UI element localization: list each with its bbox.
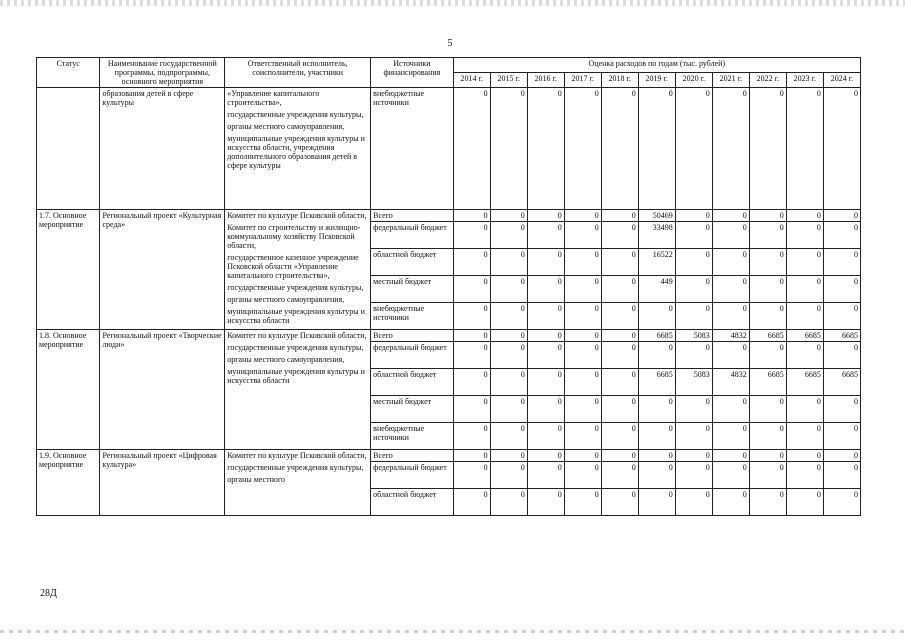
value-cell: 0 — [527, 303, 564, 330]
value-cell: 0 — [601, 88, 638, 210]
value-cell: 0 — [453, 462, 490, 489]
value-cell: 0 — [749, 342, 786, 369]
source-cell: Всего — [371, 210, 453, 222]
value-cell: 0 — [527, 342, 564, 369]
value-cell: 0 — [675, 210, 712, 222]
value-cell: 0 — [453, 210, 490, 222]
source-cell: областной бюджет — [371, 249, 453, 276]
header-year: 2017 г. — [564, 73, 601, 88]
source-cell: внебюджетные источники — [371, 303, 453, 330]
name-cell: Региональный проект «Творческие люди» — [100, 330, 225, 450]
value-cell: 0 — [823, 450, 860, 462]
value-cell: 0 — [675, 303, 712, 330]
value-cell: 0 — [638, 423, 675, 450]
executor-entry: Комитет по культуре Псковской области, — [227, 331, 367, 340]
header-year: 2023 г. — [786, 73, 823, 88]
value-cell: 0 — [786, 276, 823, 303]
executor-cell — [225, 330, 371, 450]
value-cell: 0 — [786, 342, 823, 369]
executor-entry: муниципальные учреждения культуры и искусства области — [227, 307, 365, 325]
status-cell: 1.9. Основное мероприятие — [37, 450, 100, 516]
value-cell: 0 — [564, 369, 601, 396]
executor-entry: Комитет по строительству и жилищно-коммунальному хозяйству Псковской области, — [227, 223, 361, 250]
header-executor: Ответственный исполнитель, соисполнители, участники — [225, 58, 371, 88]
value-cell: 0 — [490, 303, 527, 330]
scan-edge-bottom — [0, 630, 905, 633]
value-cell: 0 — [712, 222, 749, 249]
table-row — [37, 210, 861, 222]
executor-entry: государственное казенное учреждение Псковской области «Управление капитального строительства», — [227, 253, 359, 280]
value-cell: 0 — [675, 222, 712, 249]
value-cell: 0 — [638, 462, 675, 489]
value-cell: 0 — [527, 462, 564, 489]
value-cell: 0 — [786, 222, 823, 249]
value-cell: 0 — [490, 369, 527, 396]
header-year: 2021 г. — [712, 73, 749, 88]
header-sources: Источники финансирования — [371, 58, 453, 88]
header-year: 2020 г. — [675, 73, 712, 88]
value-cell: 0 — [712, 249, 749, 276]
value-cell: 0 — [786, 462, 823, 489]
executor-entry: муниципальные учреждения культуры и искусства области — [227, 367, 365, 385]
value-cell: 0 — [601, 462, 638, 489]
value-cell: 0 — [712, 396, 749, 423]
value-cell: 6685 — [823, 369, 860, 396]
table-row — [37, 330, 861, 342]
value-cell: 0 — [823, 423, 860, 450]
value-cell: 0 — [638, 88, 675, 210]
value-cell: 0 — [527, 450, 564, 462]
value-cell: 0 — [453, 489, 490, 516]
header-year: 2015 г. — [490, 73, 527, 88]
value-cell: 0 — [527, 222, 564, 249]
value-cell: 6685 — [749, 369, 786, 396]
value-cell: 0 — [527, 249, 564, 276]
value-cell: 0 — [712, 342, 749, 369]
value-cell: 0 — [675, 249, 712, 276]
value-cell: 50469 — [638, 210, 675, 222]
value-cell: 0 — [490, 396, 527, 423]
header-year: 2019 г. — [638, 73, 675, 88]
value-cell: 0 — [675, 396, 712, 423]
value-cell: 0 — [490, 462, 527, 489]
value-cell: 0 — [601, 303, 638, 330]
header-year: 2016 г. — [527, 73, 564, 88]
value-cell: 0 — [527, 396, 564, 423]
value-cell: 0 — [564, 276, 601, 303]
value-cell: 0 — [638, 303, 675, 330]
value-cell: 0 — [564, 450, 601, 462]
value-cell: 0 — [823, 210, 860, 222]
value-cell: 0 — [823, 276, 860, 303]
value-cell: 0 — [601, 249, 638, 276]
value-cell: 0 — [564, 222, 601, 249]
value-cell: 0 — [749, 396, 786, 423]
value-cell: 0 — [490, 330, 527, 342]
status-cell: 1.7. Основное мероприятие — [37, 210, 100, 330]
value-cell: 6685 — [638, 330, 675, 342]
value-cell: 0 — [786, 303, 823, 330]
name-cell: Региональный проект «Цифровая культура» — [100, 450, 225, 516]
value-cell: 4832 — [712, 330, 749, 342]
value-cell: 0 — [453, 249, 490, 276]
status-cell: 1.8. Основное мероприятие — [37, 330, 100, 450]
value-cell: 0 — [823, 342, 860, 369]
source-cell: местный бюджет — [371, 276, 453, 303]
source-cell: внебюджетные источники — [371, 423, 453, 450]
value-cell: 0 — [749, 489, 786, 516]
value-cell: 0 — [490, 450, 527, 462]
value-cell: 0 — [527, 423, 564, 450]
value-cell: 0 — [527, 210, 564, 222]
value-cell: 0 — [712, 423, 749, 450]
value-cell: 0 — [749, 462, 786, 489]
value-cell: 0 — [564, 396, 601, 423]
page-number: 5 — [447, 38, 453, 49]
value-cell: 0 — [564, 210, 601, 222]
value-cell: 0 — [601, 369, 638, 396]
value-cell: 0 — [564, 330, 601, 342]
value-cell: 6685 — [638, 369, 675, 396]
executor-entry: государственные учреждения культуры, — [227, 283, 364, 292]
value-cell: 0 — [564, 303, 601, 330]
header-year: 2014 г. — [453, 73, 490, 88]
value-cell: 0 — [490, 342, 527, 369]
value-cell: 0 — [453, 342, 490, 369]
value-cell: 449 — [638, 276, 675, 303]
value-cell: 0 — [490, 489, 527, 516]
source-cell: федеральный бюджет — [371, 342, 453, 369]
value-cell: 0 — [638, 342, 675, 369]
value-cell: 0 — [564, 423, 601, 450]
value-cell: 0 — [749, 303, 786, 330]
value-cell: 0 — [786, 249, 823, 276]
value-cell: 0 — [712, 462, 749, 489]
value-cell: 0 — [527, 276, 564, 303]
value-cell: 0 — [527, 88, 564, 210]
value-cell: 0 — [453, 88, 490, 210]
value-cell: 0 — [527, 369, 564, 396]
value-cell: 6685 — [823, 330, 860, 342]
executor-entry: муниципальные учреждения культуры и искусства области, учреждения дополнительного образования детей в сфере культуры — [227, 134, 365, 170]
source-cell: местный бюджет — [371, 396, 453, 423]
value-cell: 0 — [712, 489, 749, 516]
value-cell: 0 — [712, 276, 749, 303]
value-cell: 0 — [527, 330, 564, 342]
value-cell: 0 — [786, 88, 823, 210]
value-cell: 0 — [675, 450, 712, 462]
value-cell: 33498 — [638, 222, 675, 249]
value-cell: 0 — [823, 489, 860, 516]
header-name: Наименование государственной программы, подпрограммы, основного мероприятия — [100, 58, 225, 88]
scan-edge-top — [0, 0, 905, 6]
table-row — [37, 88, 861, 210]
executor-entry: органы местного самоуправления, — [227, 122, 345, 131]
value-cell: 0 — [601, 450, 638, 462]
executor-entry: государственные учреждения культуры, — [227, 110, 364, 119]
value-cell: 0 — [675, 489, 712, 516]
executor-entry: «Управление капитального строительства», — [227, 89, 320, 107]
executor-cell — [225, 88, 371, 210]
header-status: Статус — [37, 58, 100, 88]
name-cell: Региональный проект «Культурная среда» — [100, 210, 225, 330]
value-cell: 0 — [601, 489, 638, 516]
value-cell: 0 — [823, 222, 860, 249]
value-cell: 0 — [564, 462, 601, 489]
value-cell: 0 — [490, 423, 527, 450]
value-cell: 0 — [786, 489, 823, 516]
value-cell: 0 — [712, 210, 749, 222]
value-cell: 0 — [490, 88, 527, 210]
value-cell: 0 — [453, 330, 490, 342]
executor-cell — [225, 210, 371, 330]
name-cell: образования детей в сфере культуры — [100, 88, 225, 210]
value-cell: 0 — [564, 489, 601, 516]
value-cell: 0 — [490, 249, 527, 276]
executor-entry: органы местного самоуправления, — [227, 355, 345, 364]
value-cell: 0 — [712, 303, 749, 330]
value-cell: 0 — [601, 342, 638, 369]
budget-table — [36, 57, 861, 516]
source-cell: Всего — [371, 450, 453, 462]
value-cell: 0 — [564, 342, 601, 369]
value-cell: 0 — [490, 222, 527, 249]
value-cell: 0 — [786, 423, 823, 450]
value-cell: 0 — [675, 423, 712, 450]
value-cell: 0 — [601, 210, 638, 222]
value-cell: 0 — [453, 222, 490, 249]
value-cell: 0 — [749, 210, 786, 222]
source-cell: Всего — [371, 330, 453, 342]
value-cell: 0 — [601, 276, 638, 303]
value-cell: 0 — [786, 450, 823, 462]
source-cell: внебюджетные источники — [371, 88, 453, 210]
value-cell: 5083 — [675, 369, 712, 396]
executor-entry: органы местного самоуправления, — [227, 295, 345, 304]
value-cell: 0 — [527, 489, 564, 516]
value-cell: 6685 — [749, 330, 786, 342]
table-row — [37, 450, 861, 462]
status-cell — [37, 88, 100, 210]
value-cell: 0 — [453, 276, 490, 303]
value-cell: 0 — [749, 276, 786, 303]
table-body — [37, 88, 861, 516]
executor-entry: Комитет по культуре Псковской области, — [227, 211, 367, 220]
source-cell: федеральный бюджет — [371, 462, 453, 489]
header-year: 2022 г. — [749, 73, 786, 88]
table-header — [37, 58, 861, 88]
value-cell: 0 — [786, 396, 823, 423]
value-cell: 0 — [601, 330, 638, 342]
value-cell: 0 — [453, 369, 490, 396]
value-cell: 6685 — [786, 369, 823, 396]
value-cell: 0 — [453, 396, 490, 423]
value-cell: 0 — [453, 450, 490, 462]
value-cell: 0 — [749, 249, 786, 276]
value-cell: 0 — [675, 342, 712, 369]
value-cell: 0 — [564, 249, 601, 276]
value-cell: 0 — [712, 88, 749, 210]
value-cell: 0 — [786, 210, 823, 222]
executor-cell — [225, 450, 371, 516]
value-cell: 4832 — [712, 369, 749, 396]
value-cell: 6685 — [786, 330, 823, 342]
value-cell: 0 — [453, 303, 490, 330]
source-cell: федеральный бюджет — [371, 222, 453, 249]
value-cell: 0 — [749, 88, 786, 210]
value-cell: 0 — [823, 303, 860, 330]
source-cell: областной бюджет — [371, 369, 453, 396]
executor-entry: Комитет по культуре Псковской области, — [227, 451, 367, 460]
header-estimate: Оценка расходов по годам (тыс. рублей) — [453, 58, 860, 73]
value-cell: 0 — [453, 423, 490, 450]
value-cell: 0 — [638, 396, 675, 423]
value-cell: 0 — [823, 396, 860, 423]
executor-entry: органы местного — [227, 475, 285, 484]
value-cell: 0 — [749, 450, 786, 462]
footer-code: 28Д — [40, 588, 57, 599]
value-cell: 0 — [712, 450, 749, 462]
header-year: 2024 г. — [823, 73, 860, 88]
value-cell: 0 — [638, 450, 675, 462]
value-cell: 5083 — [675, 330, 712, 342]
value-cell: 0 — [749, 222, 786, 249]
header-year: 2018 г. — [601, 73, 638, 88]
value-cell: 0 — [638, 489, 675, 516]
source-cell: областной бюджет — [371, 489, 453, 516]
value-cell: 0 — [601, 222, 638, 249]
value-cell: 0 — [490, 276, 527, 303]
value-cell: 0 — [490, 210, 527, 222]
value-cell: 0 — [749, 423, 786, 450]
value-cell: 0 — [823, 462, 860, 489]
value-cell: 0 — [675, 88, 712, 210]
value-cell: 0 — [675, 276, 712, 303]
value-cell: 0 — [675, 462, 712, 489]
value-cell: 0 — [601, 423, 638, 450]
executor-entry: государственные учреждения культуры, — [227, 463, 364, 472]
value-cell: 0 — [823, 249, 860, 276]
value-cell: 0 — [601, 396, 638, 423]
value-cell: 0 — [823, 88, 860, 210]
value-cell: 16522 — [638, 249, 675, 276]
value-cell: 0 — [564, 88, 601, 210]
executor-entry: государственные учреждения культуры, — [227, 343, 364, 352]
